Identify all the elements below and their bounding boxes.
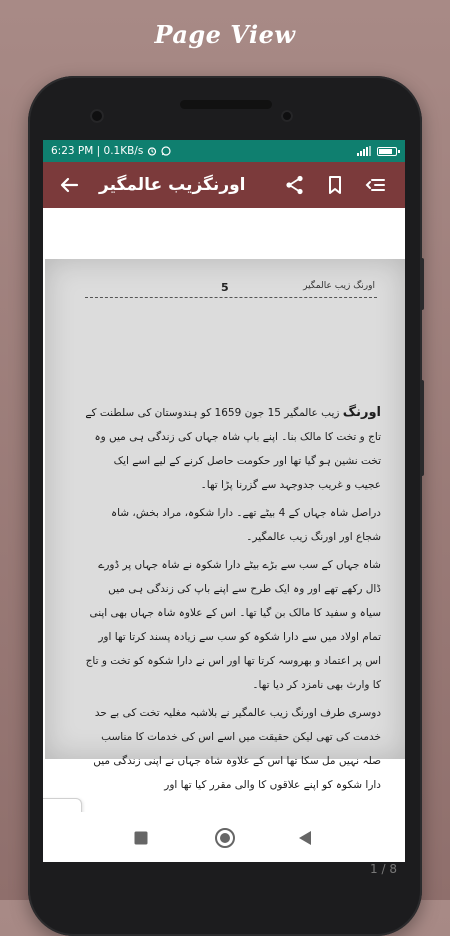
front-camera: [90, 109, 104, 123]
status-bar: [43, 140, 405, 162]
paragraph-3: شاہ جہاں کے سب سے بڑے بیٹے دارا شکوہ نے شاہ جہاں پر ڈورے ڈال رکھے تھے اور وہ ایک طرح سے اپنے باپ کی زندگی ہی میں سیاہ و سفید کا مالک بن گیا تھا۔ اس کے علاوہ شاہ جہاں بھی اپنی تمام اولاد میں سے دارا شکوہ کو سب سے زیادہ پسند کرتا تھا اور اس پر اعتماد و بھروسہ کرتا تھا اور اس نے دارا شکوہ کو تخت و تاج کا وارث بھی نامزد کر دیا تھا۔: [85, 559, 381, 691]
paragraph-lead: اورنگ: [342, 405, 381, 420]
phone-power-button: [420, 258, 424, 310]
whatsapp-icon: [161, 146, 171, 156]
app-bar: [43, 162, 405, 208]
battery-icon: [377, 147, 397, 156]
scanned-page[interactable]: [45, 259, 405, 791]
phone-volume-button: [420, 380, 424, 476]
bookmark-icon[interactable]: [323, 173, 347, 197]
contents-list-icon[interactable]: [363, 173, 387, 197]
share-icon[interactable]: [283, 173, 307, 197]
paragraph-4: دوسری طرف اورنگ زیب عالمگیر نے بلاشبہ مغلیہ تخت کی بے حد خدمت کی تھی لیکن حقیقت میں اسے اس کی خدمات کا مناسب صلہ نہیں مل سکا تھا اس کے علاوہ شاہ جہاں نے اپنی زندگی میں دارا شکوہ کو اپنے علاقوں کا والی مقرر کیا تھا اور: [93, 707, 381, 791]
phone-speaker: [180, 100, 272, 109]
front-sensor: [281, 110, 293, 122]
phone-screen: [43, 140, 405, 876]
status-time: 6:23 PM | 0.1KB/s: [51, 145, 144, 157]
home-circle-icon[interactable]: [214, 827, 236, 849]
signal-icon: [357, 146, 373, 156]
recents-square-icon[interactable]: [133, 830, 149, 846]
alarm-icon: [147, 146, 157, 156]
running-header: اورنگ زیب عالمگیر: [303, 281, 375, 291]
paragraph-2: دراصل شاہ جہاں کے 4 بیٹے تھے۔ دارا شکوہ، مراد بخش، شاہ شجاع اور اورنگ زیب عالمگیر۔: [110, 507, 381, 543]
printed-page-number: 5: [221, 281, 229, 294]
app-title: اورنگزیب عالمگیر: [99, 175, 246, 195]
paragraph-1: اورنگ زیب عالمگیر 15 جون 1659 کو ہندوستان کی سلطنت کے تاج و تخت کا مالک بنا۔ اپنے باپ شاہ جہاں کی زندگی ہی میں وہ تخت نشین ہو گیا تھا اور حکومت حاصل کرنے کے لیے اسے ایک عجیب و غریب جدوجہد سے گزرنا پڑا تھا۔: [85, 405, 381, 491]
reader-content[interactable]: [43, 208, 405, 876]
scanned-page-header: [85, 279, 377, 298]
page-counter: 1 / 8: [370, 862, 397, 876]
back-arrow-icon[interactable]: [57, 173, 81, 197]
promo-title: Page View: [154, 20, 296, 49]
system-nav-bar: [43, 812, 405, 862]
back-triangle-icon[interactable]: [297, 829, 313, 847]
page-body-text: [85, 401, 381, 801]
